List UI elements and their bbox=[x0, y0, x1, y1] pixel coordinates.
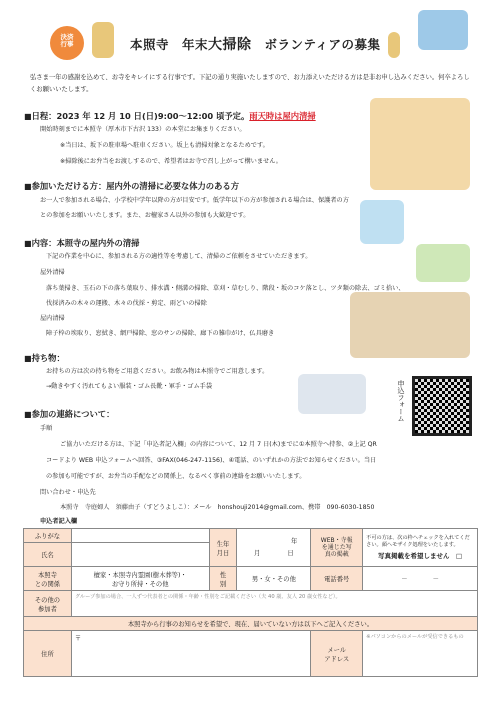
address-input[interactable]: 〒 bbox=[71, 631, 310, 677]
contact-heading: ■参加の連絡について： bbox=[24, 409, 115, 419]
procedure-line-2: コードより WEB 申込フォームへ回答、③FAX(046-247-1156)、④電話、のいずれかの方法でお知らせください。当日 bbox=[46, 457, 377, 464]
application-form bbox=[23, 528, 478, 677]
eligibility-heading: ■参加いただける方：屋内外の清掃に必要な体力のある方 bbox=[24, 181, 239, 191]
broom-illustration-right bbox=[388, 32, 400, 58]
name-input[interactable] bbox=[71, 543, 209, 567]
belongings-line-1: お持ちの方は次の持ち物をご用意ください。お飲み物は本照寺でご用意します。 bbox=[46, 368, 269, 375]
birthdate-label: 生年 月日 bbox=[209, 529, 237, 567]
photo-consent-label: WEB・寺報 を通じた写 真の掲載 bbox=[311, 529, 363, 567]
qr-label: 申込フォーム bbox=[397, 380, 405, 422]
phone-label: 電話番号 bbox=[311, 567, 363, 591]
hammer-worker-illustration bbox=[298, 374, 366, 414]
date-line-1: 開始時刻までに本照寺（厚木市下古沢 133）の本堂にお集まりください。 bbox=[40, 126, 246, 133]
chainsaw-illustration bbox=[350, 292, 470, 358]
relation-options[interactable]: 檀家・本照寺内霊園(樹木葬等)・ お守り所持・その他 bbox=[71, 567, 209, 591]
furigana-label: ふりがな bbox=[24, 529, 72, 543]
cleaning-person-illustration bbox=[418, 10, 468, 50]
qr-code[interactable] bbox=[412, 376, 472, 436]
photo-consent-cell[interactable]: 不可の方は、次の枠へチェックを入れてください。顔へモザイク処理をいたします。 写真掲載を希望しません □ bbox=[363, 529, 478, 567]
email-label: メール アドレス bbox=[311, 631, 363, 677]
date-heading: ■日程：2023 年 12 月 10 日(日)9:00～12:00 頃予定。雨天時は屋内清掃 bbox=[24, 111, 316, 121]
outdoor-line-2: 伐採済みの木々の運搬、木々の伐採・剪定、雨どいの掃除 bbox=[46, 300, 207, 307]
eligibility-line-1: お一人で参加される場合、小学校中学年以降の方が目安です。低学年以下の方が参加される場合は、保護者の方 bbox=[40, 197, 349, 204]
furigana-input[interactable] bbox=[71, 529, 209, 543]
photo-optout-checkbox[interactable]: 写真掲載を希望しません □ bbox=[378, 552, 463, 560]
date-line-2: ※当日は、坂下の駐車場へ駐車ください。坂上も清掃対象となるためです。 bbox=[60, 142, 269, 149]
procedure-line-3: の参加も可能ですが、お弁当の手配などの関係上、なるべく事前の連絡をお願いいたします。 bbox=[46, 473, 306, 480]
weeding-illustration bbox=[416, 244, 470, 282]
address-label: 住所 bbox=[24, 631, 72, 677]
outdoor-label: 屋外清掃 bbox=[40, 269, 65, 276]
belongings-heading: ■持ち物： bbox=[24, 353, 65, 363]
others-input[interactable]: グループ参加の場合、一人ずつ代表者との関係・年齢・性別をご記載ください（夫 40 歳、友人 20 歳女性など）。 bbox=[71, 591, 477, 617]
event-badge: 決済 行事 bbox=[50, 26, 84, 60]
birthdate-input[interactable]: 年 月 日 bbox=[237, 529, 311, 567]
procedure-line-1: ご協力いただける方は、下記「申込者記入欄」の内容について、12 月 7 日(木)までに①本照寺へ持参、②上記 QR bbox=[60, 441, 377, 448]
email-input[interactable]: ※パソコンからのメールが受信できるもの bbox=[363, 631, 478, 677]
indoor-line-1: 障子枠の埃取り、窓拭き、網戸掃除、窓のサンの掃除、廊下の雑巾がけ、仏具磨き bbox=[46, 330, 275, 337]
name-label: 氏名 bbox=[24, 543, 72, 567]
rain-note: 雨天時は屋内清掃 bbox=[249, 111, 316, 121]
page-title: 本照寺 年末大掃除 ボランティアの募集 bbox=[130, 37, 381, 53]
belongings-line-2: →動きやすく汚れてもよい服装・ゴム長靴・軍手・ゴム手袋 bbox=[46, 383, 213, 390]
others-label: その他の 参加者 bbox=[24, 591, 72, 617]
procedure-label: 手順 bbox=[40, 425, 53, 432]
inquiry-line: 本照寺 寺庭婦人 須藤由子（すどうよしこ）：メール honshouji2014@gmail.com、携帯 090-6030-1850 bbox=[60, 504, 375, 511]
outdoor-line-1: 落ち葉掃き、玉石の下の落ち葉取り、排水溝・側溝の掃除、草刈・草むしり、階段・坂のコケ落とし、ツタ類の除去、ゴミ拾い、 bbox=[46, 285, 405, 292]
broom-illustration bbox=[92, 22, 114, 58]
phone-input[interactable]: － － bbox=[363, 567, 478, 591]
window-cleaning-illustration bbox=[360, 200, 404, 244]
inquiry-label: 問い合わせ・申込先 bbox=[40, 489, 96, 496]
gender-options[interactable]: 男・女・その他 bbox=[237, 567, 311, 591]
content-heading: ■内容：本照寺の屋内外の清掃 bbox=[24, 238, 140, 248]
relation-label: 本照寺 との関係 bbox=[24, 567, 72, 591]
form-heading: 申込者記入欄 bbox=[40, 518, 78, 525]
content-intro: 下記の作業を中心に、参加される方の適性等を考慮して、清掃のご依頼をさせていただきます。 bbox=[46, 253, 312, 260]
intro-text: 弘さま一年の感謝を込めて、お寺をキレイにする行事です。下記の通り実施いたしますので、お力添えいただける方は是非お申し込みください。何卒よろしくお願いいたします。 bbox=[30, 74, 470, 93]
kids-cleaning-illustration bbox=[370, 98, 470, 190]
date-line-3: ※掃除後にお弁当をお渡しするので、希望者はお寺で召し上がって構いません。 bbox=[60, 158, 282, 165]
indoor-label: 屋内清掃 bbox=[40, 315, 65, 322]
gender-label: 性 別 bbox=[209, 567, 237, 591]
notification-notice: 本照寺から行事のお知らせを希望で、現在、届いていない方は以下へご記入ください。 bbox=[24, 617, 478, 631]
eligibility-line-2: との参加をお願いいたします。また、お檀家さん以外の参加も大歓迎です。 bbox=[40, 212, 250, 219]
